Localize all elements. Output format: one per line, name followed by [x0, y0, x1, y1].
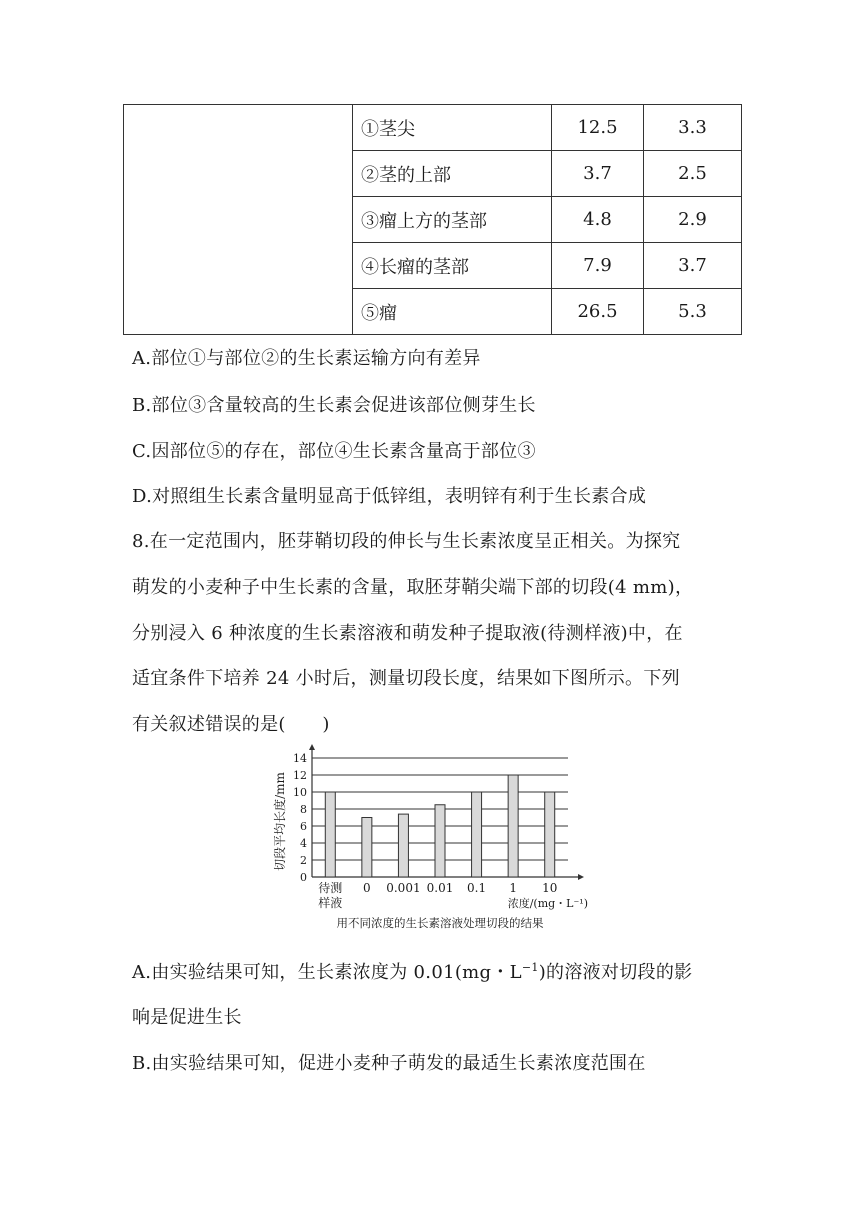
y-tick-label: 12: [293, 769, 307, 782]
value-cell: 4.8: [552, 197, 644, 243]
part-name: ②茎的上部: [353, 151, 552, 197]
x-tick-label: 0.1: [467, 881, 487, 895]
q8-stem-line: 8.在一定范围内，胚芽鞘切段的伸长与生长素浓度呈正相关。为探究: [132, 531, 681, 552]
bar: [398, 814, 408, 877]
part-name: ⑤瘤: [353, 289, 552, 335]
bar: [435, 805, 445, 877]
q8-option-b: B.由实验结果可知，促进小麦种子萌发的最适生长素浓度范围在: [132, 1053, 646, 1074]
q8-option-a: [132, 958, 692, 984]
y-tick-label: 0: [300, 871, 307, 884]
value-cell: 3.7: [552, 151, 644, 197]
part-name: ①茎尖: [353, 105, 552, 151]
empty-cell: [124, 105, 353, 335]
q7-option-a: A.部位①与部位②的生长素运输方向有差异: [132, 348, 481, 369]
x-axis-label: 浓度/(mg・L⁻¹): [507, 897, 588, 910]
q7-option-c: C.因部位⑤的存在，部位④生长素含量高于部位③: [132, 441, 536, 462]
q8-stem-line: 有关叙述错误的是( ): [132, 714, 330, 735]
bar: [362, 818, 372, 878]
x-tick-label: 待测: [318, 881, 343, 895]
bar-chart: [270, 742, 600, 937]
chart-caption: 用不同浓度的生长素溶液处理切段的结果: [336, 916, 544, 930]
y-axis-arrow: [309, 744, 315, 750]
bar: [545, 792, 555, 877]
value-cell: 2.9: [644, 197, 742, 243]
value-cell: 5.3: [644, 289, 742, 335]
x-tick-label: 10: [542, 881, 558, 895]
part-name: ④长瘤的茎部: [353, 243, 552, 289]
x-axis-arrow: [578, 874, 584, 880]
q8-option-a-text-end: )的溶液对切段的影: [538, 962, 693, 983]
q8-option-a-cont: 响是促进生长: [132, 1007, 242, 1028]
y-tick-label: 2: [300, 854, 307, 867]
q8-stem-line: 适宜条件下培养 24 小时后，测量切段长度，结果如下图所示。下列: [132, 668, 680, 689]
y-tick-label: 8: [300, 803, 307, 816]
q8-stem-line: 萌发的小麦种子中生长素的含量，取胚芽鞘尖端下部的切段(4 mm)，: [132, 577, 694, 598]
y-axis-label: 切段平均长度/mm: [273, 772, 287, 871]
q8-option-a-text: A.由实验结果可知，生长素浓度为 0.01(mg・L: [132, 962, 522, 983]
x-tick-label: 1: [509, 881, 517, 895]
superscript: −1: [521, 961, 539, 974]
bar: [508, 775, 518, 877]
value-cell: 7.9: [552, 243, 644, 289]
value-cell: 2.5: [644, 151, 742, 197]
table-row: [124, 105, 742, 151]
x-tick-label: 0.001: [386, 881, 421, 895]
y-tick-label: 14: [293, 752, 307, 765]
q7-option-d: D.对照组生长素含量明显高于低锌组，表明锌有利于生长素合成: [132, 486, 647, 507]
data-table: [123, 104, 742, 335]
bar: [325, 792, 335, 877]
value-cell: 26.5: [552, 289, 644, 335]
x-tick-label: 样液: [318, 896, 343, 910]
q7-option-b: B.部位③含量较高的生长素会促进该部位侧芽生长: [132, 395, 536, 416]
bar: [472, 792, 482, 877]
x-tick-label: 0.01: [426, 881, 454, 895]
y-tick-label: 4: [300, 837, 307, 850]
q8-stem-line: 分别浸入 6 种浓度的生长素溶液和萌发种子提取液(待测样液)中，在: [132, 623, 683, 644]
x-tick-label: 0: [363, 881, 371, 895]
value-cell: 3.3: [644, 105, 742, 151]
y-tick-label: 6: [300, 820, 307, 833]
value-cell: 12.5: [552, 105, 644, 151]
value-cell: 3.7: [644, 243, 742, 289]
y-tick-label: 10: [293, 786, 307, 799]
part-name: ③瘤上方的茎部: [353, 197, 552, 243]
